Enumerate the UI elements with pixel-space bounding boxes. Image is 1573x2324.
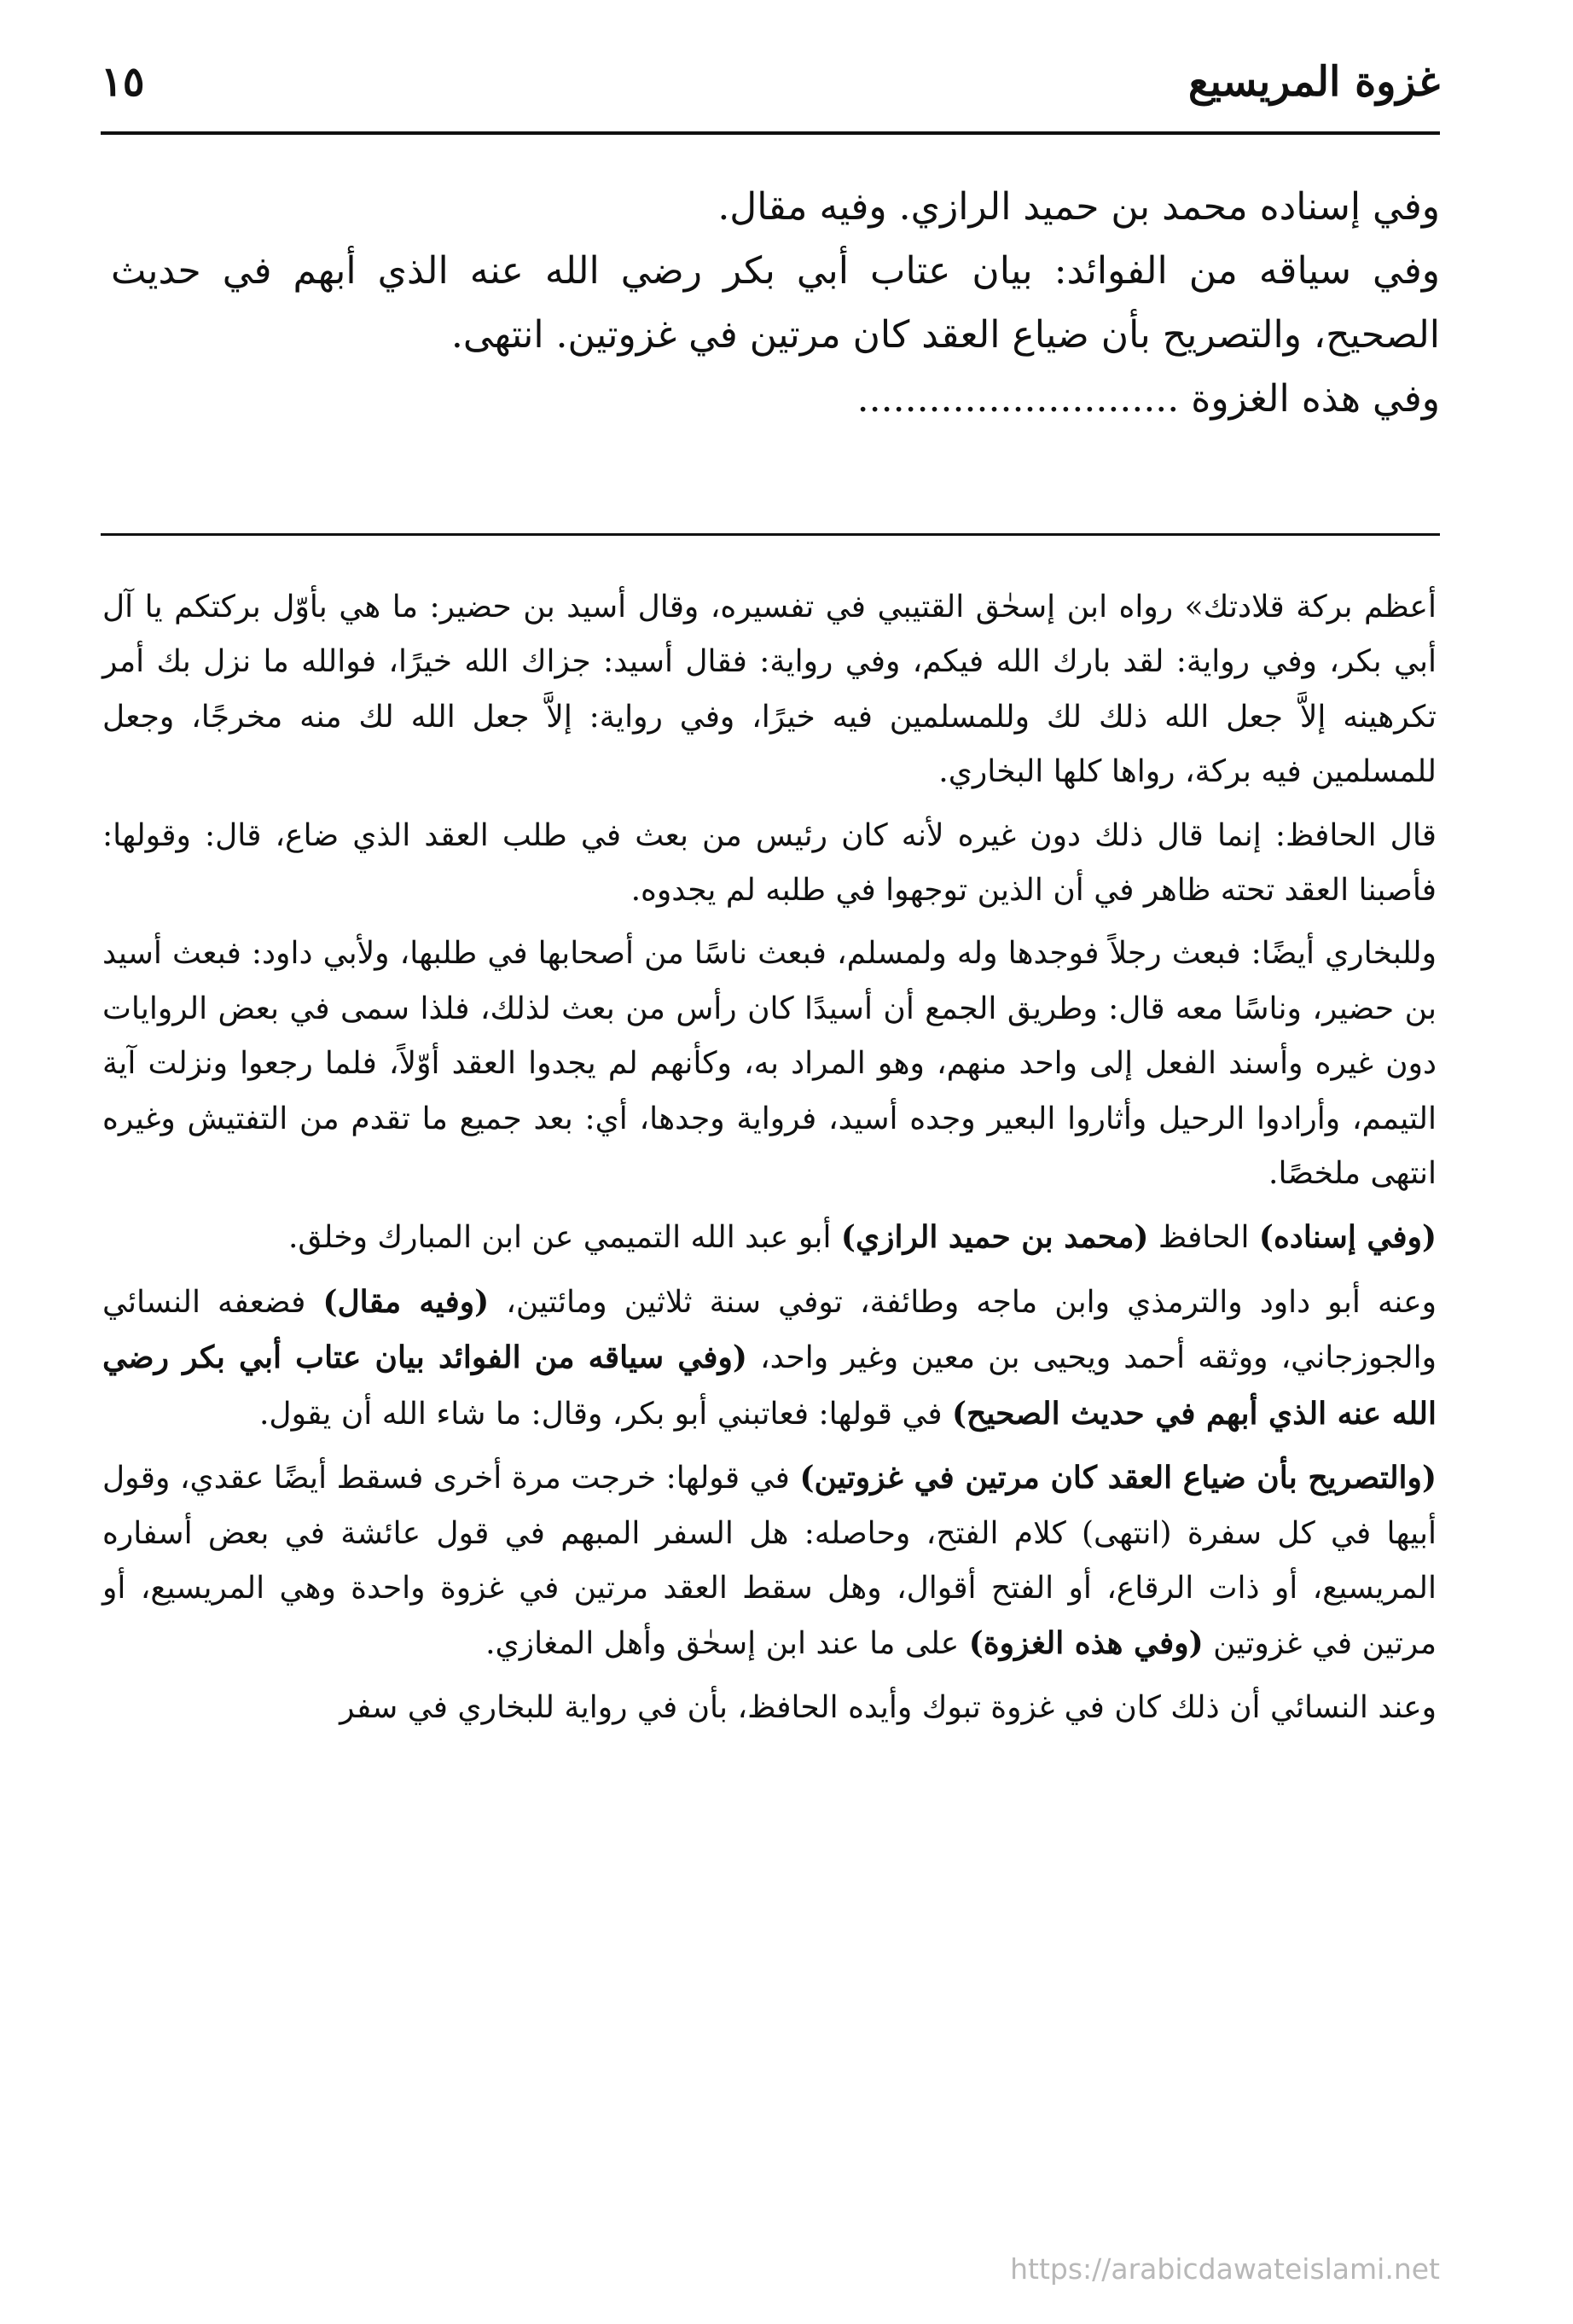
commentary-text-run: في قولها: فعاتبني أبو بكر، وقال: ما شاء الله أن يقول. [258,1396,953,1432]
running-title: غزوة المريسيع [1187,58,1440,106]
page-number: ١٥ [101,58,145,106]
ellipsis-dots: ........................... [856,377,1180,421]
quoted-phrase: (وفي هذه الغزوة) [968,1625,1204,1662]
commentary-paragraph: وعند النسائي أن ذلك كان في غزوة تبوك وأيده الحافظ، بأن في رواية للبخاري في سفر [340,1689,1437,1725]
commentary-text-run: الحافظ [1148,1220,1259,1256]
main-text [111,175,1440,431]
quoted-phrase: (محمد بن حميد الرازي) [840,1219,1149,1256]
commentary-paragraph: وللبخاري أيضًا: فبعث رجلاً فوجدها وله ولمسلم، فبعث ناسًا من أصحابها في طلبها، ولأبي داود: فبعث أسيد بن حضير، وناسًا معه قال: وطريق الجمع أن أسيدًا كان رأس من بعث لذلك، فلذا سمى في بعض الروايات دون غيره وأسند الفعل إلى واحد منهم، وهو المراد به، وكأنهم لم يجدوا العقد أوّلاً، فلما رجعوا ونزلت آية التيمم، وأرادوا الرحيل وأثاروا البعير وجده أسيد، فرواية وجدها، أي: بعد جميع ما تقدم من التفتيش وغيره انتهى ملخصًا. [102,936,1437,1192]
commentary-text-run: في قولها: خرجت مرة أخرى فسقط أيضًا عقدي، وقول أبيها في كل سفرة (انتهى) كلام الفتح، وحاصله: هل السفر المبهم في قول عائشة في بعض أسفاره المريسيع، أو ذات الرقاع، أو الفتح أقوال، وهل سقط العقد مرتين في غزوة واحدة وهي المريسيع، أو مرتين في غزوتين [102,1461,1437,1662]
commentary-text-run: وعنه أبو داود والترمذي وابن ماجه وطائفة، توفي سنة ثلاثين ومائتين، [489,1284,1437,1320]
quoted-phrase: (وفيه مقال) [322,1283,490,1320]
header-rule [101,131,1440,135]
commentary-paragraph [102,1450,1437,1672]
quoted-phrase: (وفي سياقه من الفوائد بيان عتاب أبي بكر رضي الله عنه الذي أبهم في حديث الصحيح) [102,1339,1437,1432]
main-paragraph [111,367,1440,431]
watermark-url: https://arabicdawateislami.net [1010,2252,1440,2286]
commentary-text-run: أبو عبد الله التميمي عن ابن المبارك وخلق. [287,1220,841,1256]
commentary-text-run: فضعفه النسائي والجوزجاني، ووثقه أحمد ويحيى بن معين وغير واحد، [102,1284,1437,1376]
main-paragraph: وفي إسناده محمد بن حميد الرازي. وفيه مقال. [717,185,1440,229]
main-paragraph: وفي سياقه من الفوائد: بيان عتاب أبي بكر رضي الله عنه الذي أبهم في حديث الصحيح، والتصريح بأن ضياع العقد كان مرتين في غزوتين. انتهى. [111,249,1440,357]
commentary-paragraph: قال الحافظ: إنما قال ذلك دون غيره لأنه كان رئيس من بعث في طلب العقد الذي ضاع، قال: وقولها: فأصبنا العقد تحته ظاهر في أن الذين توجهوا في طلبه لم يجدوه. [102,817,1437,909]
commentary-paragraph: أعظم بركة قلادتك» رواه ابن إسحٰق القتيبي في تفسيره، وقال أسيد بن حضير: ما هي بأوّل بركتكم يا آل أبي بكر، وفي رواية: لقد بارك الله فيكم، وفي رواية: فقال أسيد: جزاك الله خيرًا، فوالله ما نزل بك أمر تكرهينه إلاَّ جعل الله ذلك لك وللمسلمين فيه خيرًا، وفي رواية: إلاَّ جعل الله لك منه مخرجًا، وجعل للمسلمين فيه بركة، رواها كلها البخاري. [102,590,1437,790]
commentary-text-run: على ما عند ابن إسحٰق وأهل المغازي. [485,1626,969,1662]
commentary-paragraph [102,1210,1437,1265]
quoted-phrase: (والتصريح بأن ضياع العقد كان مرتين في غزوتين) [799,1460,1437,1496]
section-divider [101,533,1440,536]
quoted-phrase: (وفي إسناده) [1258,1219,1437,1256]
commentary-paragraph [102,1275,1437,1442]
commentary-text [102,580,1437,1744]
main-paragraph-text: وفي هذه الغزوة [1191,377,1440,421]
page-header [101,49,1440,131]
